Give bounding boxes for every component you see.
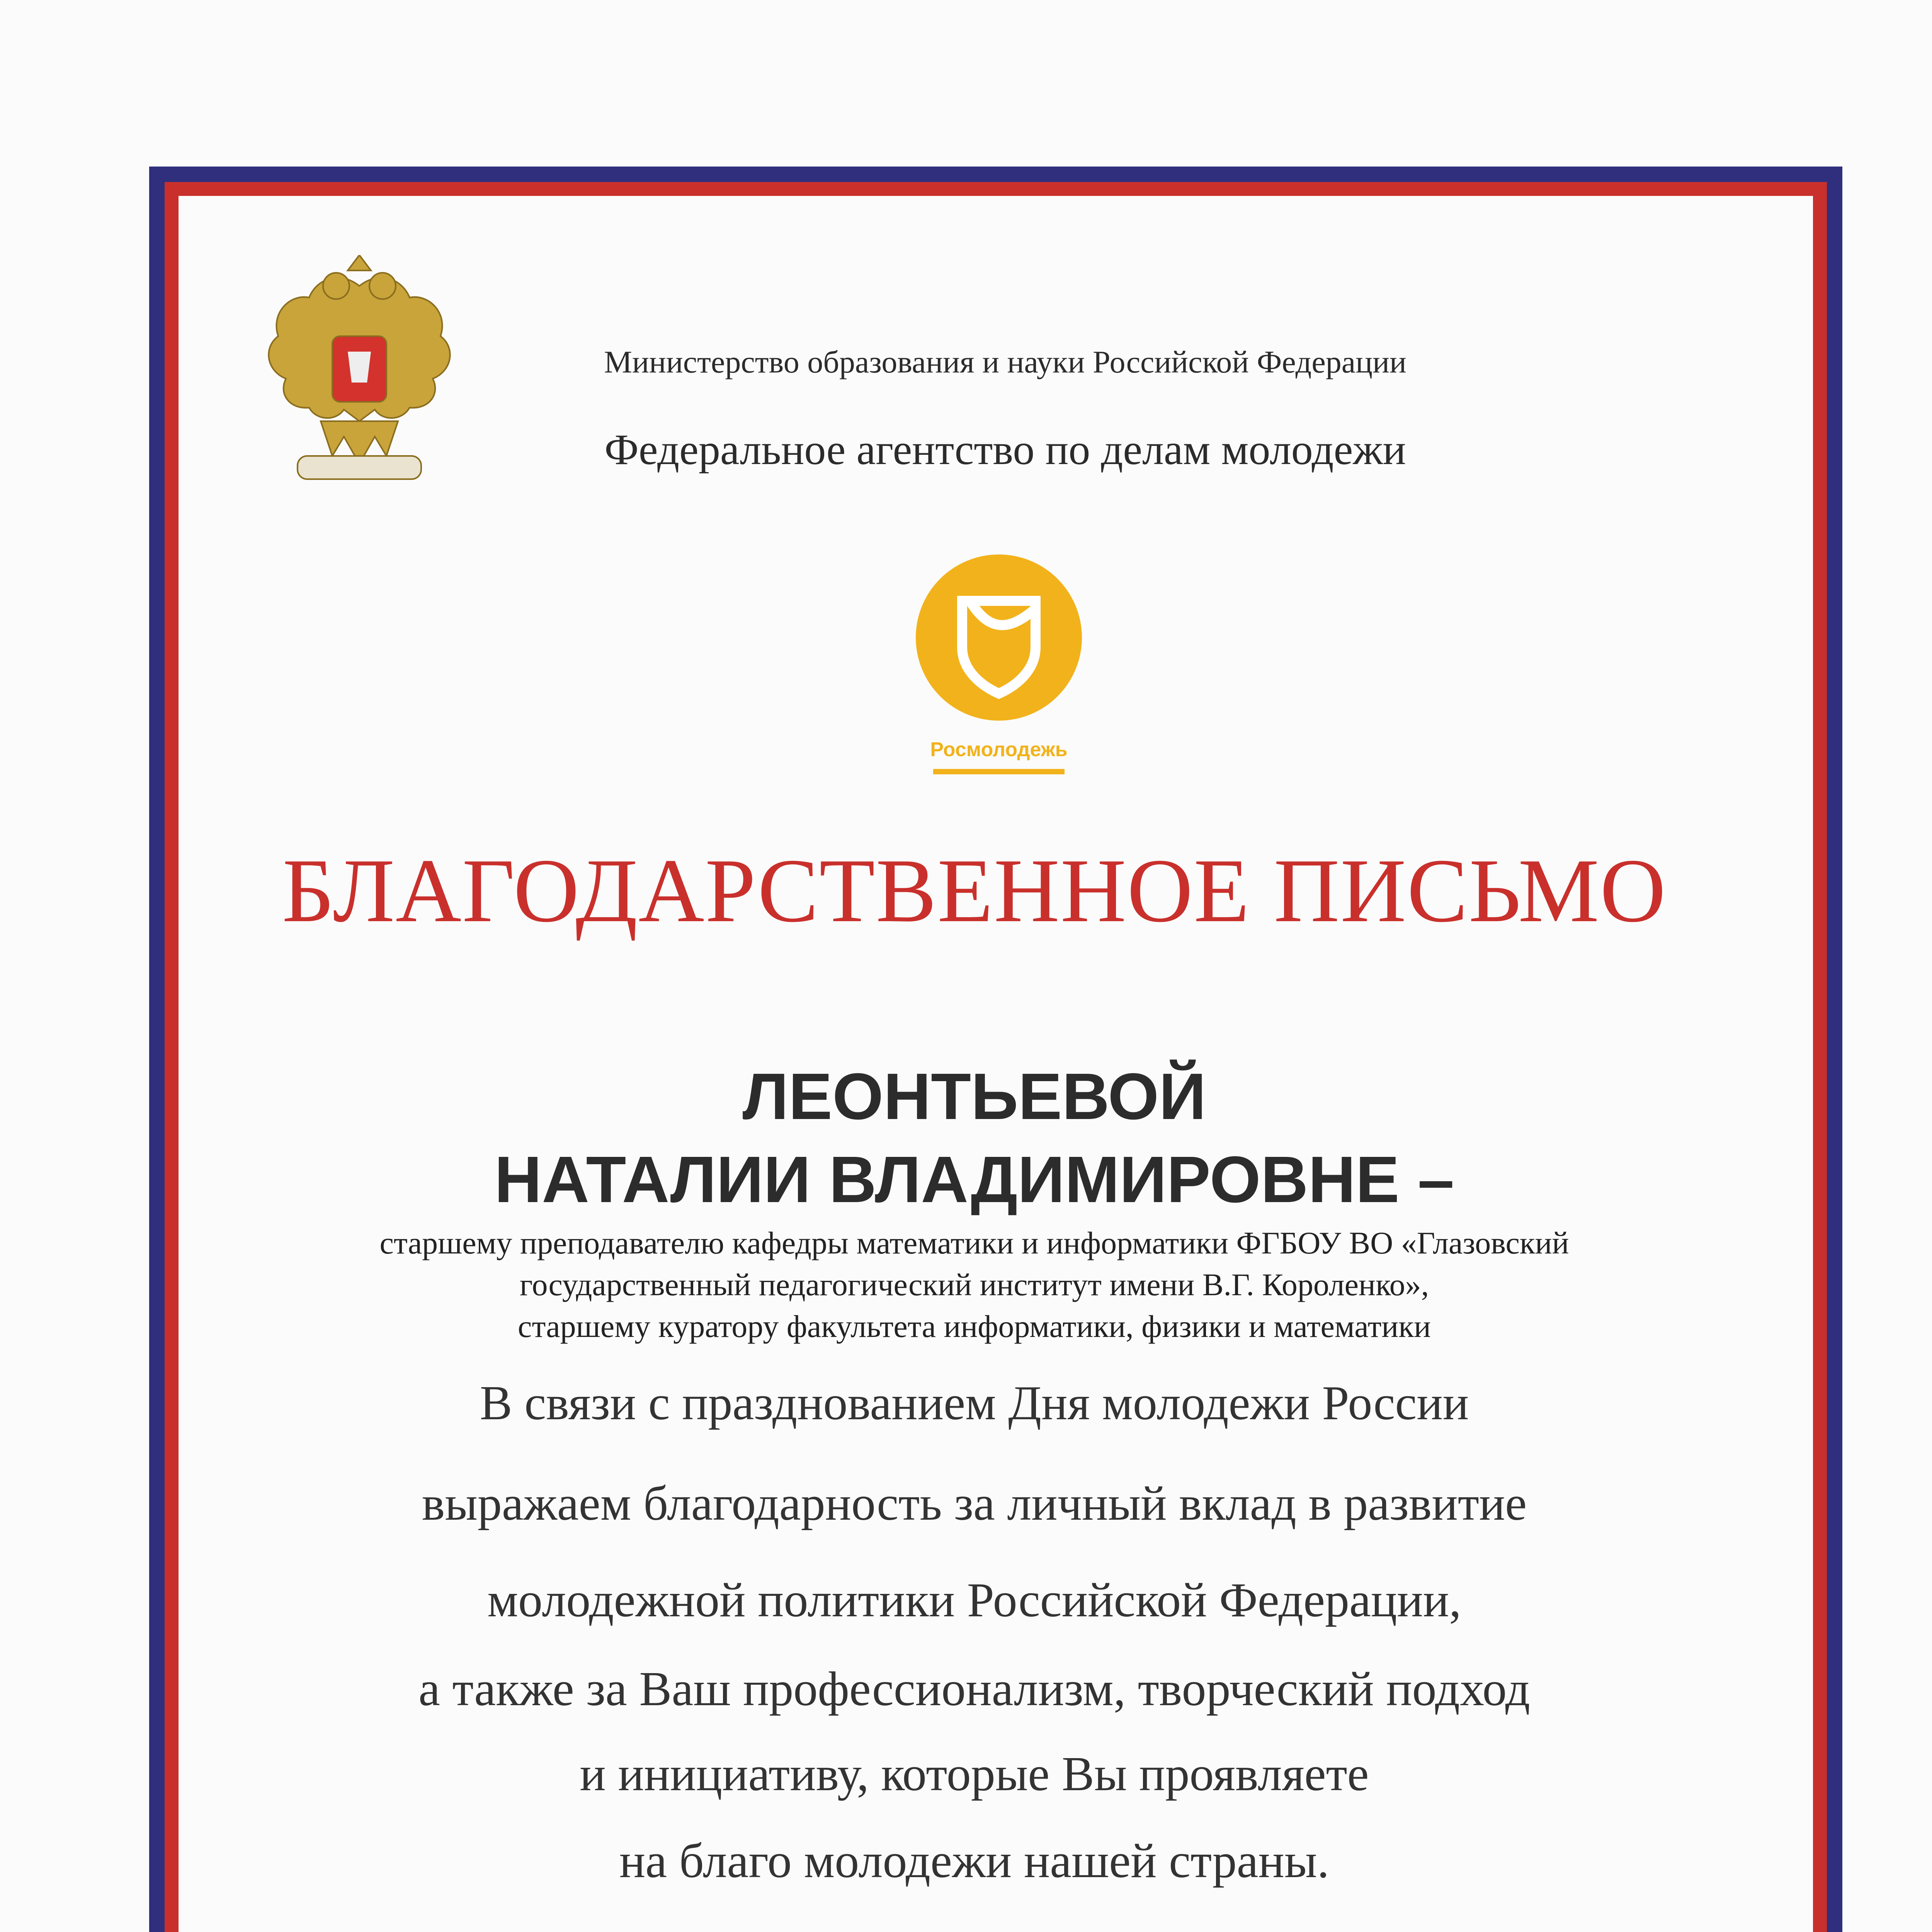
rosmolodezh-logo (912, 551, 1086, 782)
ministry-name: Министерство образования и науки Российской Федерации (604, 344, 1406, 379)
rosmolodezh-shield-icon (912, 551, 1086, 724)
recipient-position-line: старшему преподавателю кафедры математики и информатики ФГБОУ ВО «Глазовский (379, 1225, 1569, 1260)
recipient-position-line: старшему куратору факультета информатики, физики и математики (518, 1309, 1431, 1344)
body-line: а также за Ваш профессионализм, творческий подход (418, 1662, 1530, 1716)
agency-name: Федеральное агентство по делам молодежи (604, 426, 1406, 474)
body-line: В связи с празднованием Дня молодежи России (480, 1376, 1469, 1430)
document-title: БЛАГОДАРСТВЕННОЕ ПИСЬМО (282, 840, 1667, 941)
recipient-surname: ЛЕОНТЬЕВОЙ (742, 1060, 1206, 1133)
recipient-given-name: НАТАЛИИ ВЛАДИМИРОВНЕ – (494, 1143, 1454, 1216)
body-line: молодежной политики Российской Федерации, (487, 1573, 1461, 1627)
recipient-position-line: государственный педагогический институт имени В.Г. Короленко», (519, 1267, 1429, 1302)
body-line: выражаем благодарность за личный вклад в развитие (422, 1477, 1527, 1531)
body-line: и инициативу, которые Вы проявляете (580, 1747, 1369, 1801)
body-line: на благо молодежи нашей страны. (619, 1834, 1330, 1888)
logo-underline (933, 769, 1065, 774)
rosmolodezh-logo-text: Росмолодежь (930, 738, 1068, 761)
